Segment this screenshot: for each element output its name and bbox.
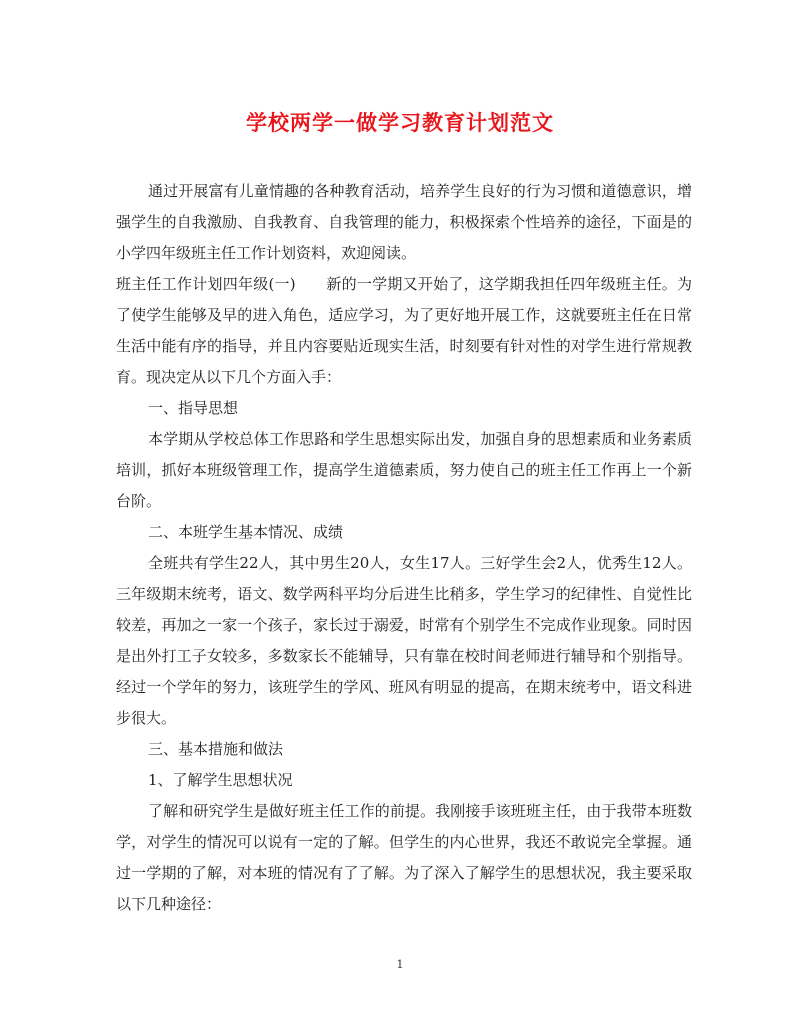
subsection-heading-understand-students: 1、了解学生思想状况 — [148, 771, 293, 789]
document-body — [116, 176, 692, 920]
section-heading-class-situation: 二、本班学生基本情况、成绩 — [148, 523, 344, 541]
class-situation-paragraph: 全班共有学生22人，其中男生20人，女生17人。三好学生会2人，优秀生12人。三年级期末统考，语文、数学两科平均分后进生比稍多，学生学习的纪律性、自觉性比较差，再加之一家一个孩子，家长过于溺爱，时常有个别学生不完成作业现象。同时因是出外打工子女较多，多数家长不能辅导，只有靠在校时间老师进行辅导和个别指导。经过一个学年的努力，该班学生的学风、班风有明显的提高，在期末统考中，语文科进步很大。 — [116, 554, 692, 727]
section-heading-measures: 三、基本措施和做法 — [148, 740, 284, 758]
document-title: 学校两学一做学习教育计划范文 — [246, 110, 554, 135]
section-heading-guiding-thought: 一、指导思想 — [148, 399, 239, 417]
intro-paragraph: 通过开展富有儿童情趣的各种教育活动，培养学生良好的行为习惯和道德意识，增强学生的自我激励、自我教育、自我管理的能力，积极探索个性培养的途径，下面是的小学四年级班主任工作计划资料，欢迎阅读。 — [116, 182, 692, 262]
guiding-thought-paragraph: 本学期从学校总体工作思路和学生思想实际出发，加强自身的思想素质和业务素质培训，抓好本班级管理工作，提高学生道德素质，努力使自己的班主任工作再上一个新台阶。 — [116, 430, 692, 510]
understand-students-paragraph: 了解和研究学生是做好班主任工作的前提。我刚接手该班班主任，由于我带本班数学，对学生的情况可以说有一定的了解。但学生的内心世界，我还不敢说完全掌握。通过一学期的了解，对本班的情况有了了解。为了深入了解学生的思想状况，我主要采取以下几种途径： — [116, 802, 692, 913]
page-number: 1 — [396, 958, 404, 971]
plan-intro-paragraph: 班主任工作计划四年级(一) 新的一学期又开始了，这学期我担任四年级班主任。为了使学生能够及早的进入角色，适应学习，为了更好地开展工作，这就要班主任在日常生活中能有序的指导，并且内容要贴近现实生活，时刻要有针对性的对学生进行常规教育。现决定从以下几个方面入手： — [116, 275, 692, 386]
